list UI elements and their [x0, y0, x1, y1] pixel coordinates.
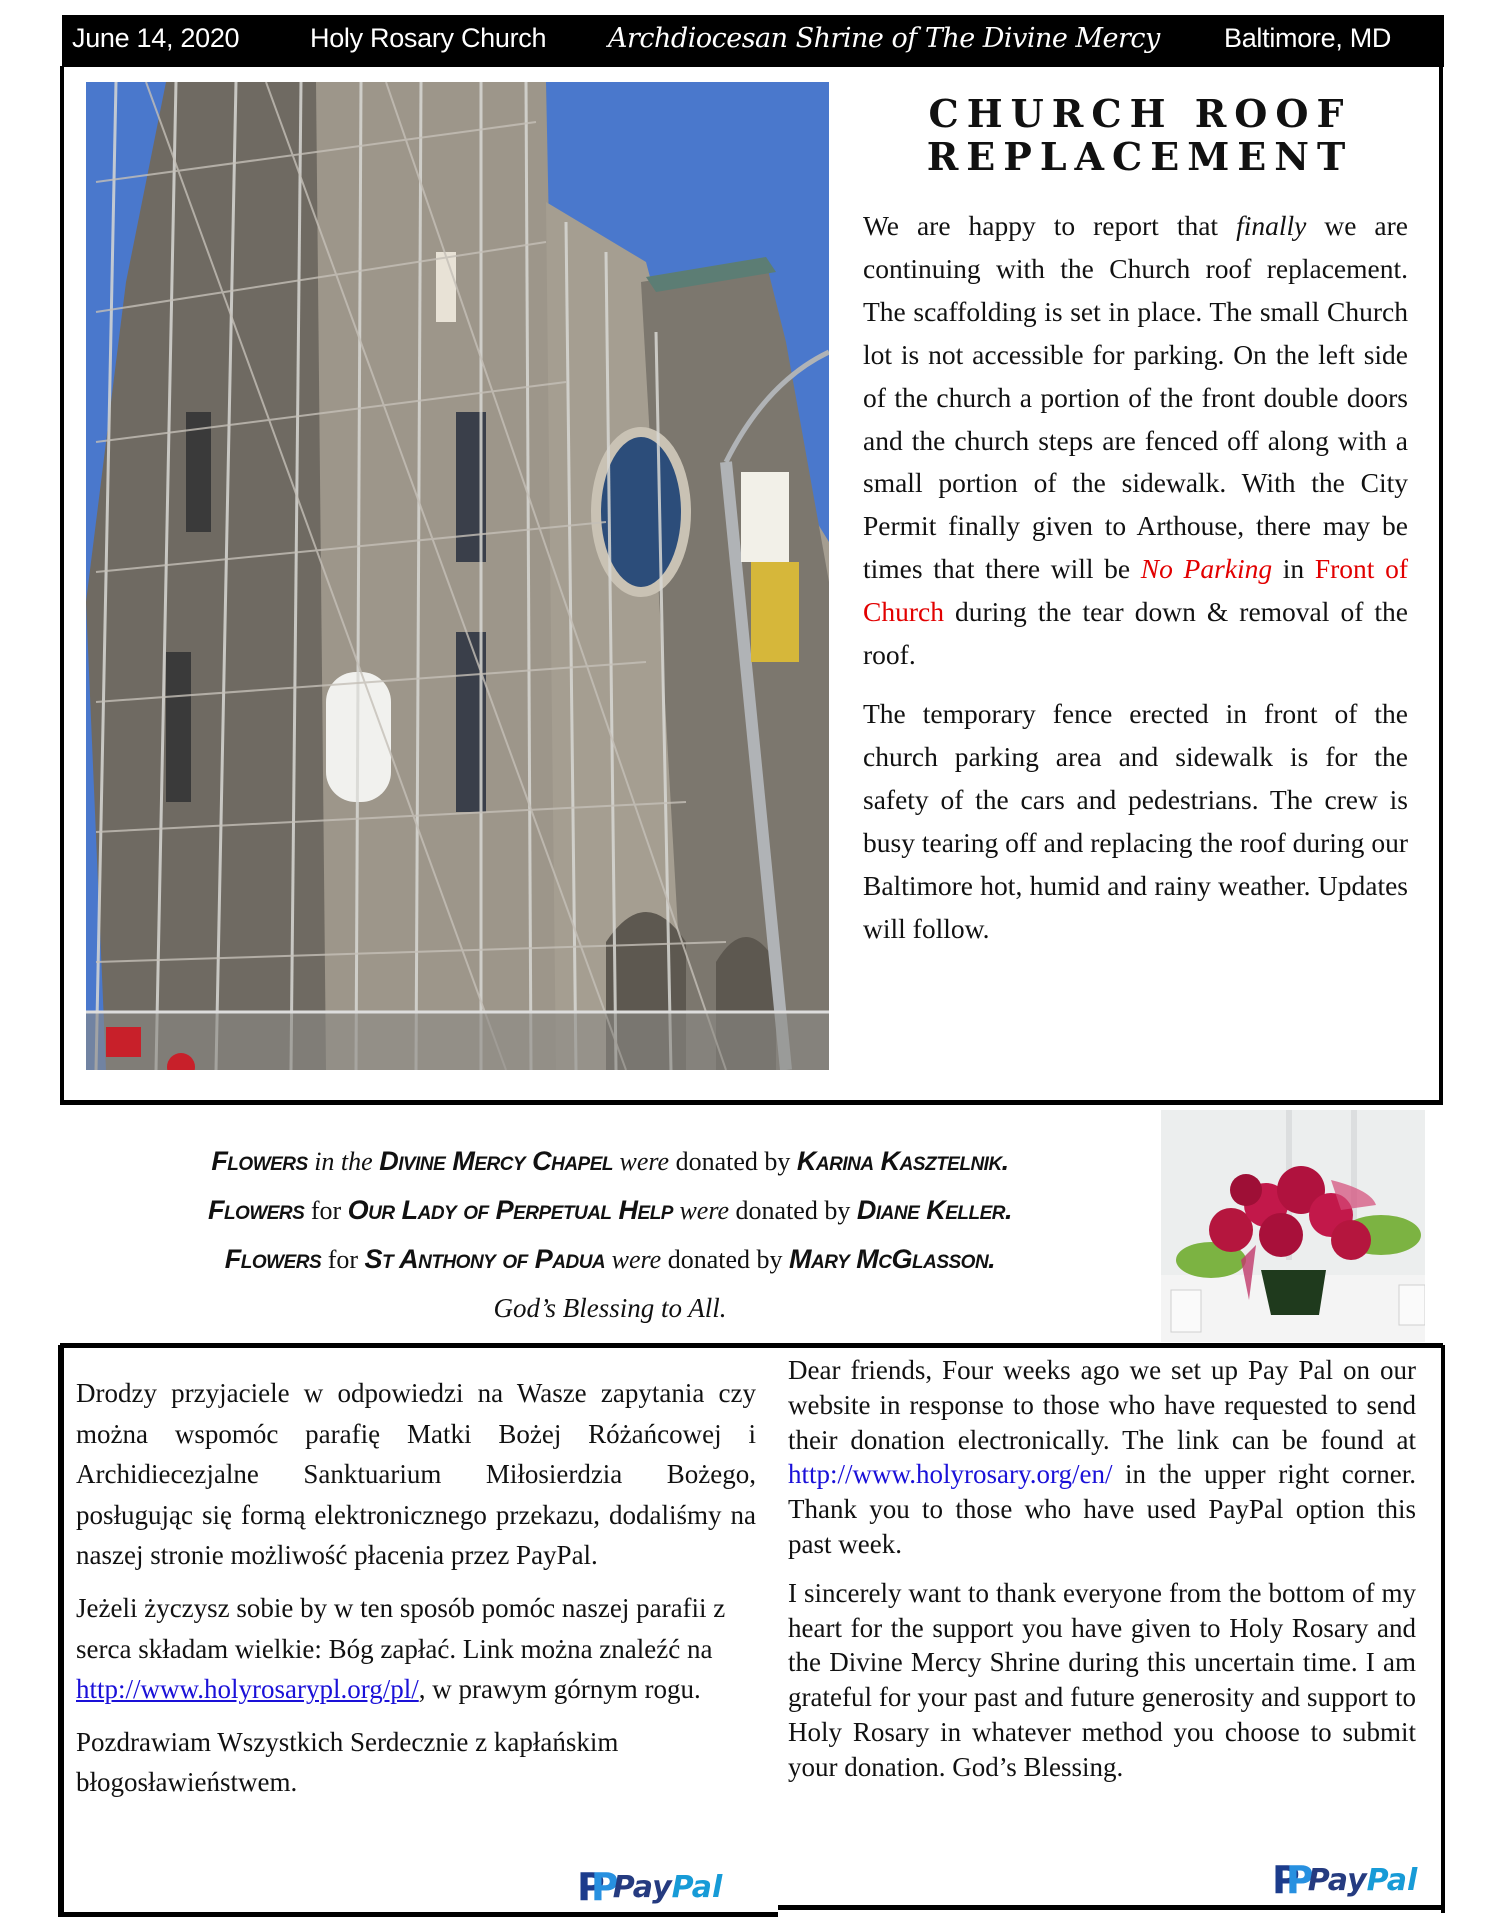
dedication-place: St Anthony of Padua [364, 1244, 606, 1274]
donor-name: Diane Keller. [856, 1195, 1013, 1225]
paypal-wordmark-pay: Pay [1307, 1862, 1367, 1898]
donor-name: Mary McGlasson. [789, 1244, 996, 1274]
dedication-place: Divine Mercy Chapel [379, 1146, 614, 1176]
text-run: donated by [661, 1245, 790, 1274]
bottom-right-border [778, 1905, 1441, 1910]
flowers-label: Flowers [207, 1195, 305, 1225]
polish-paragraph-1: Drodzy przyjaciele w odpowiedzi na Wasze zapytania czy można wspomóc parafię Matki Bożej Różańcowej i Archidiecezjalne Sanktuarium Miłosierdzia Bożego, posługując się formą elektronicznego przekazu, dodaliśmy na naszej stronie możliwość płacenia przez PayPal. [76, 1378, 756, 1571]
english-paragraph-2: I sincerely want to thank everyone from the bottom of my heart for the support you have given to Holy Rosary and the Divine Mercy Shrine during this uncertain time. I am grateful for your past and future generosity and support to Holy Rosary in whatever method you choose to submit your donation. God’s Blessing. [788, 1577, 1416, 1782]
polish-paragraph-3: Pozdrawiam Wszystkich Serdecznie z kapłańskim błogosławieństwem. [76, 1726, 619, 1798]
paypal-wordmark-pal: Pal [1366, 1862, 1418, 1898]
text-run: in the [307, 1147, 380, 1176]
text-run: for [321, 1245, 365, 1274]
section-divider-1 [60, 1100, 1443, 1105]
text-run: in the upper right corner. Thank you to those who have used PayPal option this past week. [788, 1459, 1416, 1559]
no-parking-highlight: No Parking [1140, 553, 1273, 585]
text-run: for [304, 1196, 348, 1225]
roses-arrangement-photo [1161, 1110, 1425, 1342]
roof-paragraph-1 [863, 205, 1408, 677]
header-bar [62, 15, 1444, 67]
flowers-label: Flowers [224, 1244, 322, 1274]
flowers-blessing: God’s Blessing to All. [493, 1293, 727, 1323]
paypal-wordmark-pay: Pay [612, 1869, 672, 1905]
text-run: were [613, 1147, 670, 1176]
header-church-name: Holy Rosary Church [310, 23, 547, 53]
text-run: donated by [669, 1147, 797, 1176]
header-city: Baltimore, MD [1224, 23, 1392, 53]
flower-dedication-line [110, 1235, 1110, 1284]
text-run: in [1272, 553, 1315, 585]
english-paypal-message [788, 1353, 1416, 1799]
dedication-place: Our Lady of Perpetual Help [347, 1195, 673, 1225]
donor-name: Karina Kasztelnik. [796, 1146, 1009, 1176]
roof-article-body [863, 205, 1408, 966]
roof-title-line-1: CHURCH ROOF [928, 91, 1352, 136]
roof-paragraph-2: The temporary fence erected in front of the church parking area and sidewalk is for the safety of the cars and pedestrians. The crew is busy tearing off and replacing the roof during our Baltimore hot, humid and rainy weather. Updates will follow. [863, 697, 1408, 944]
english-website-link[interactable]: http://www.holyrosary.org/en/ [788, 1459, 1113, 1490]
text-run: Jeżeli życzysz sobie by w ten sposób pomóc naszej parafii z serca składam wielkie: Bóg zapłać. Link można znaleźć na [76, 1592, 726, 1664]
text-run: donated by [729, 1196, 857, 1225]
polish-paypal-message [76, 1373, 756, 1815]
text-run: we are continuing with the Church roof replacement. The scaffolding is set in place. The small Church lot is not accessible for parking. On the left side of the church a portion of the front double doors and the church steps are fenced off along with a small portion of the sidewalk. With the City Permit finally given to Arthouse, there may be times that there will be [863, 210, 1408, 585]
bottom-left-border [58, 1912, 778, 1917]
finally-emphasis: finally [1236, 210, 1307, 241]
header-shrine-name: Archdiocesan Shrine of The Divine Mercy [608, 23, 1160, 54]
paypal-p-icon: PP [1272, 1858, 1300, 1902]
polish-paragraph-2 [76, 1588, 756, 1710]
english-paragraph-1 [788, 1353, 1416, 1562]
roof-article-title [880, 92, 1400, 178]
church-photo-illustration [86, 82, 829, 1070]
text-run: during the tear down & removal of the roof. [863, 596, 1408, 671]
text-run: were [605, 1245, 662, 1274]
polish-website-link[interactable]: http://www.holyrosarypl.org/pl/ [76, 1674, 419, 1705]
flower-dedication-line [110, 1137, 1110, 1186]
text-run: , w prawym górnym rogu. [418, 1674, 701, 1705]
text-run: Dear friends, Four weeks ago we set up Pay Pal on our website in response to those who have requested to send their donation electronically. The link can be found at [788, 1355, 1416, 1455]
roses-illustration [1161, 1110, 1425, 1342]
paypal-wordmark-pal: Pal [671, 1869, 723, 1905]
text-run: We are happy to report that [863, 210, 1237, 241]
flowers-dedications [110, 1137, 1110, 1332]
text-run: were [672, 1196, 730, 1225]
header-date: June 14, 2020 [72, 23, 240, 53]
flower-dedication-line [110, 1186, 1110, 1235]
church-scaffolding-photo [86, 82, 829, 1070]
front-of-church-highlight: Front of Church [863, 553, 1408, 628]
paypal-p-icon: PP [577, 1865, 605, 1909]
left-border [60, 1343, 64, 1915]
roof-title-line-2: REPLACEMENT [926, 134, 1354, 179]
paypal-logo-polish [577, 1865, 722, 1909]
flowers-label: Flowers [211, 1146, 308, 1176]
paypal-logo-english [1272, 1858, 1417, 1902]
